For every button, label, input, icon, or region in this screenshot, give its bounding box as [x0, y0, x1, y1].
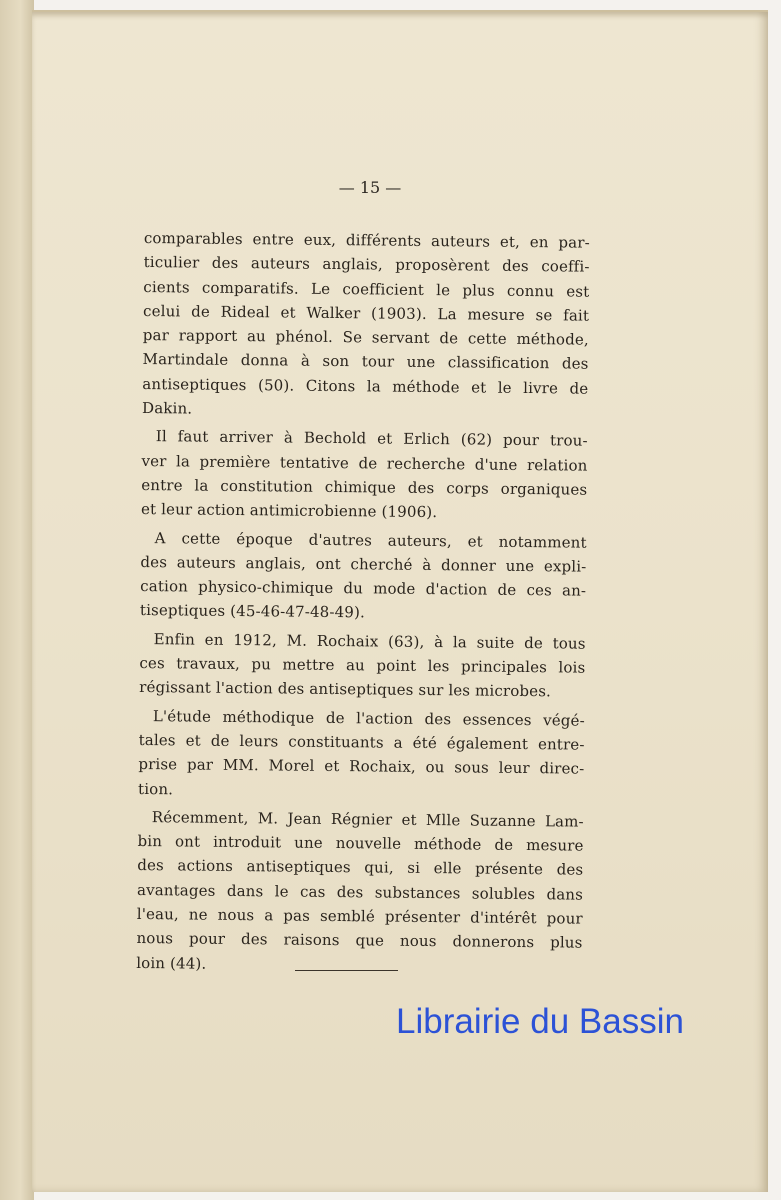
text-line: l'eau, ne nous a pas semblé présenter d'intérêt pour	[136, 904, 583, 928]
paragraph	[138, 704, 585, 806]
text-line: tion.	[138, 779, 174, 798]
text-line: A cette époque d'autres auteurs, et notamment	[154, 528, 587, 552]
text-line: loin (44).	[136, 953, 207, 973]
text-line: avantages dans le cas des substances solubles dans	[136, 880, 584, 904]
paragraph	[140, 526, 587, 628]
text-line: Dakin.	[141, 399, 193, 418]
text-line: des actions antiseptiques qui, si elle présente des	[137, 856, 584, 880]
text-line: L'étude méthodique de l'action des essences végé-	[152, 706, 585, 730]
paragraph	[142, 226, 590, 425]
text-line: nous pour des raisons que nous donnerons plus	[136, 929, 583, 952]
text-line: comparables entre eux, différents auteurs et, en par-	[143, 228, 590, 252]
text-line: et leur action antimicrobienne (1906).	[140, 500, 438, 522]
text-line: prise par MM. Morel et Rochaix, ou sous leur direc-	[138, 755, 585, 778]
text-line: régissant l'action des antiseptiques sur les microbes.	[139, 678, 552, 701]
body-text	[136, 226, 590, 984]
paragraph	[139, 627, 586, 705]
text-line: tiseptiques (45-46-47-48-49).	[139, 601, 366, 622]
paragraph	[136, 805, 584, 980]
text-line: entre la constitution chimique des corps organiques	[141, 475, 588, 499]
text-line: par rapport au phénol. Se servant de cette méthode,	[142, 326, 589, 349]
text-line: tales et de leurs constituants a été également entre-	[138, 730, 585, 754]
previous-page-edge	[0, 0, 34, 1200]
text-line: des auteurs anglais, ont cherché à donner une expli-	[140, 552, 587, 576]
watermark: Librairie du Bassin	[396, 1002, 684, 1041]
text-line: Il faut arriver à Bechold et Erlich (62) pour trou-	[155, 427, 588, 451]
text-line: ces travaux, pu mettre au point les principales lois	[139, 654, 586, 677]
text-line: cients comparatifs. Le coefficient le plus connu est	[143, 277, 590, 301]
text-line: antiseptiques (50). Citons la méthode et le livre de	[142, 374, 589, 398]
text-line: bin ont introduit une nouvelle méthode de mesure	[137, 832, 584, 855]
page-number: — 15 —	[338, 178, 402, 197]
paragraph	[141, 424, 588, 526]
text-line: Récemment, M. Jean Régnier et Mlle Suzanne Lam-	[151, 807, 584, 831]
section-end-rule	[295, 970, 398, 971]
text-line: Martindale donna à son tour une classification des	[142, 350, 589, 374]
text-line: ticulier des auteurs anglais, proposèrent des coeffi-	[143, 253, 590, 276]
text-line: celui de Rideal et Walker (1903). La mesure se fait	[143, 301, 590, 325]
text-line: cation physico-chimique du mode d'action de ces an-	[140, 577, 587, 600]
text-line: ver la première tentative de recherche d'une relation	[141, 451, 588, 475]
text-line: Enfin en 1912, M. Rochaix (63), à la suite de tous	[153, 629, 586, 653]
